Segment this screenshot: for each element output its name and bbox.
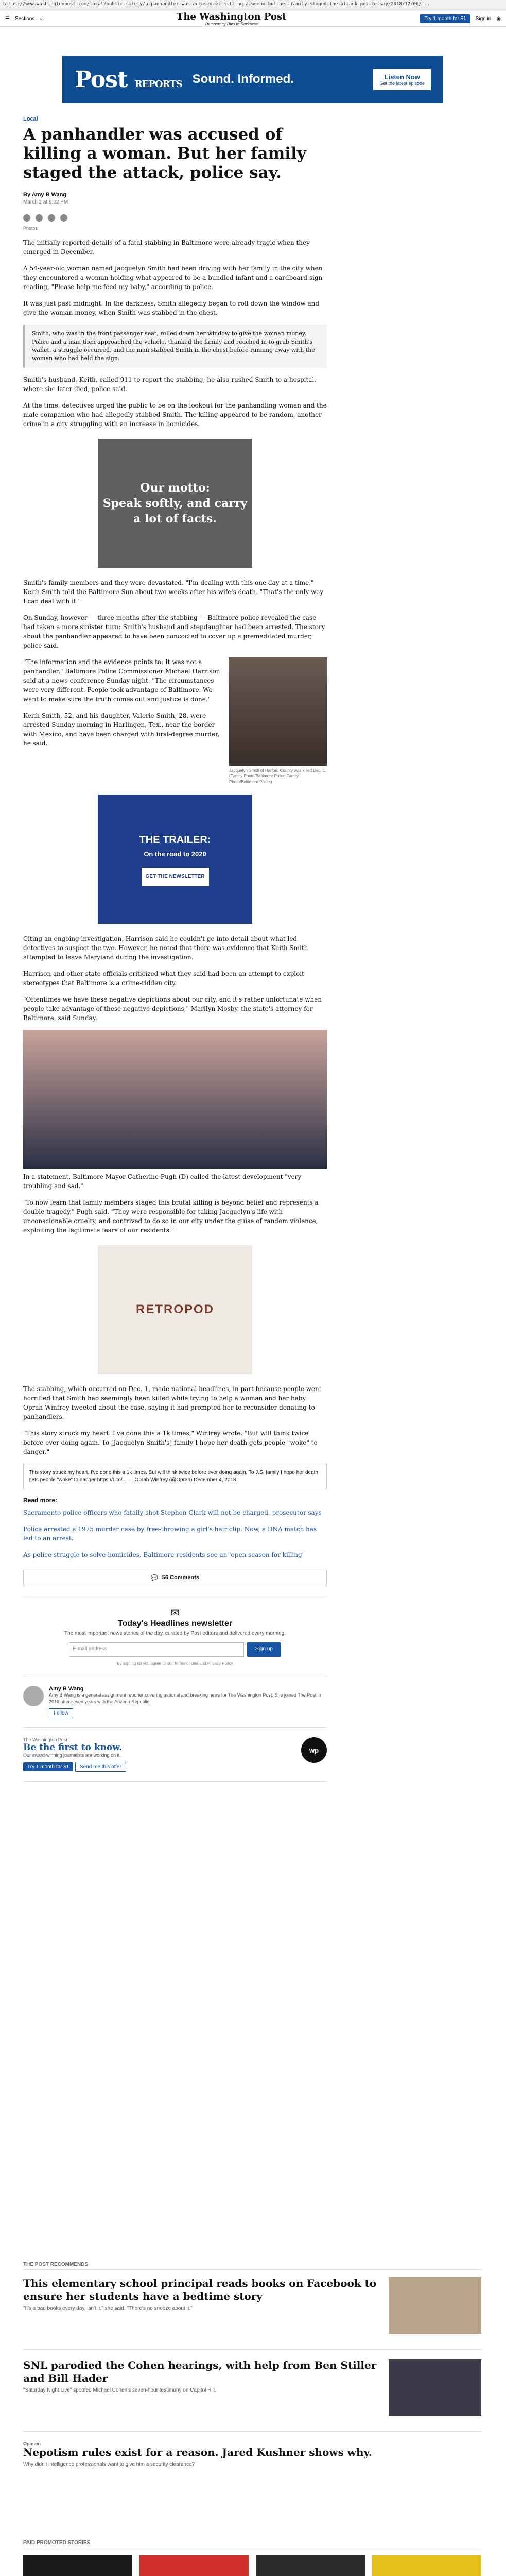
read-more-label: Read more: bbox=[23, 1497, 58, 1504]
recommended-desc: "It's a bad books every day, isn't it," she said. "There's no snooze about it." bbox=[23, 2306, 193, 2311]
photo-caption: Jacquelyn Smith of Harford County was killed Dec. 1. (Family Photo/Baltimore Police Family Photo/Baltimore Police) bbox=[229, 768, 326, 784]
recommended-title[interactable]: This elementary school principal reads books on Facebook to ensure her students have a bedtime story bbox=[23, 2277, 377, 2302]
email-icon[interactable] bbox=[48, 214, 55, 222]
banner-slogan: Sound. Informed. bbox=[192, 72, 294, 86]
motto-ad[interactable]: Our motto: Speak softly, and carry a lot of facts. bbox=[98, 439, 252, 568]
paragraph: Smith's husband, Keith, called 911 to report the stabbing; he also rushed Smith to a hospital, where she later died, police said. bbox=[23, 376, 317, 393]
subscribe-offer-button[interactable]: Try 1 month for $1 bbox=[23, 1762, 73, 1771]
paragraph: The stabbing, which occurred on Dec. 1, made national headlines, in part because people were horrified that Smith had seemingly been killed while trying to help a woman and her baby. Oprah Winfrey tweeted about the case, saying it had prompted her to reconsider donating to panhandlers. bbox=[23, 1385, 322, 1420]
sponsored-tile[interactable] bbox=[256, 2555, 365, 2576]
author-avatar bbox=[23, 1686, 44, 1706]
paragraph: "This story struck my heart. I've done this a 1k times," Winfrey wrote. "But will think twice before ever doing again. To [Jacquelyn Smith's] family I hope her death gets people "woke" to danger." bbox=[23, 1430, 318, 1455]
send-offer-button[interactable]: Send me this offer bbox=[75, 1762, 126, 1772]
subscribe-box bbox=[23, 1728, 327, 1782]
banner-logo: Post REPORTS bbox=[75, 66, 182, 93]
banner-listen-button[interactable]: Listen Now Get the latest episode bbox=[373, 69, 431, 90]
comments-button[interactable]: 💬 56 Comments bbox=[23, 1570, 327, 1585]
subscribe-button[interactable]: Try 1 month for $1 bbox=[420, 14, 470, 23]
embedded-tweet[interactable]: This story struck my heart. I've done this a 1k times. But will think twice before ever doing again. To J.S. family I hope her death gets people "woke" to danger https://t.co/... — Oprah Winfrey (@Oprah) December 4, 2018 bbox=[23, 1464, 327, 1489]
headline: A panhandler was accused of killing a woman. But her family staged the attack, police say. bbox=[23, 125, 306, 182]
paragraph: Smith's family members and they were devastated. "I'm dealing with this one day at a time," Keith Smith told the Baltimore Sun about two weeks after his wife's death. "That's the only way I can deal with it." bbox=[23, 579, 324, 605]
read-more-link[interactable]: As police struggle to solve homicides, Baltimore residents see an 'open season for killing' bbox=[23, 1551, 304, 1558]
byline bbox=[23, 192, 327, 205]
sponsored-tile[interactable] bbox=[372, 2555, 481, 2576]
top-navigation bbox=[0, 11, 506, 27]
signup-button[interactable]: Sign up bbox=[247, 1642, 281, 1657]
subscribe-sub: Our award-winning journalists are working on it. bbox=[23, 1753, 121, 1758]
sponsored-section bbox=[23, 2540, 481, 2576]
read-more-link[interactable]: Police arrested a 1975 murder case by free-throwing a girl's hair clip. Now, a DNA match has led to an arrest. bbox=[23, 1526, 317, 1542]
victim-photo[interactable] bbox=[229, 657, 327, 766]
follow-button[interactable]: Follow bbox=[49, 1708, 73, 1718]
author-bio bbox=[23, 1676, 327, 1728]
recommended-thumb[interactable] bbox=[389, 2277, 481, 2334]
facebook-icon[interactable] bbox=[23, 214, 30, 222]
recommended-title[interactable]: Nepotism rules exist for a reason. Jared Kushner shows why. bbox=[23, 2446, 372, 2459]
author-link[interactable]: By Amy B Wang bbox=[23, 192, 67, 198]
paragraph: Citing an ongoing investigation, Harrison said he couldn't go into detail about what led detectives to suspect the two. However, he noted that there was evidence that Keith Smith attempted to leave Maryland during the investigation. bbox=[23, 935, 308, 961]
post-reports-banner[interactable] bbox=[62, 56, 443, 103]
paragraph: At the time, detectives urged the public to be on the lookout for the panhandling woman and the male companion who had allegedly stabbed Smith. The killing appeared to be random, another crime in a city struggling with an increase in homicides. bbox=[23, 402, 327, 428]
read-more-link[interactable]: Sacramento police officers who fatally shot Stephon Clark will not be charged, prosecutor says bbox=[23, 1509, 322, 1516]
recommended-thumb[interactable] bbox=[389, 2359, 481, 2416]
newsletter-sub: The most important news stories of the day, curated by Post editors and delivered every morning. bbox=[64, 1631, 286, 1636]
kicker[interactable]: Local bbox=[23, 116, 38, 122]
retropod-ad[interactable]: RETROPOD bbox=[98, 1245, 252, 1374]
paragraph: The initially reported details of a fatal stabbing in Baltimore were already tragic when they emerged in December. bbox=[23, 239, 310, 256]
author-name[interactable]: Amy B Wang bbox=[49, 1686, 84, 1692]
paragraph: Harrison and other state officials criticized what they said had been an attempt to exploit stereotypes that Baltimore is a crime-ridden city. bbox=[23, 970, 304, 987]
comment-icon: 💬 bbox=[151, 1574, 158, 1581]
sponsored-tile[interactable] bbox=[139, 2555, 249, 2576]
trailer-newsletter-ad[interactable]: THE TRAILER: On the road to 2020 GET THE NEWSLETTER bbox=[98, 795, 252, 924]
press-conference-photo[interactable] bbox=[23, 1030, 327, 1169]
opinion-label: Opinion bbox=[23, 2441, 41, 2446]
recommended-section bbox=[23, 2262, 481, 2467]
newsletter-title: Today's Headlines newsletter bbox=[117, 1619, 233, 1628]
recommended-desc: "Saturday Night Live" spoofed Michael Cohen's seven-hour testimony on Capitol Hill. bbox=[23, 2387, 216, 2393]
sponsored-tile[interactable] bbox=[23, 2555, 132, 2576]
comment-icon[interactable] bbox=[60, 214, 67, 222]
author-bio-text: Amy B Wang is a general assignment reporter covering national and breaking news for The Washington Post. She joined The Post in 2016 after seven years with the Arizona Republic. bbox=[49, 1692, 321, 1704]
recommended-header: THE POST RECOMMENDS bbox=[23, 2262, 481, 2270]
paragraph: Keith Smith, 52, and his daughter, Valerie Smith, 28, were arrested Sunday morning in Harlingen, Tex., near the border with Mexico, and have been charged with first-degree murder, he said. bbox=[23, 712, 220, 747]
masthead[interactable]: The Washington Post Democracy Dies in Darkness bbox=[176, 11, 287, 26]
tagline: Democracy Dies in Darkness bbox=[205, 22, 258, 26]
paragraph: In a statement, Baltimore Mayor Catherine Pugh (D) called the latest development "very troubling and sad." bbox=[23, 1173, 302, 1190]
paragraph: It was just past midnight. In the darkness, Smith allegedly began to roll down the window and give the woman money, when Smith was stabbed in the chest. bbox=[23, 300, 320, 316]
recommended-desc: Why didn't intelligence professionals want to give him a security clearance? bbox=[23, 2462, 195, 2467]
twitter-icon[interactable] bbox=[36, 214, 43, 222]
pull-quote: Smith, who was in the front passenger seat, rolled down her window to give the woman money. Police and a man then approached the vehicle, thanked the family and reached in to grab Smith's wallet, a struggle occurred, and the man stabbed Smith in the chest before running away with the woman who had held the sign. bbox=[23, 325, 327, 368]
share-bar bbox=[23, 214, 327, 222]
sections-link[interactable]: Sections bbox=[14, 16, 35, 22]
article bbox=[23, 116, 327, 1782]
photo-label: Photos bbox=[23, 226, 38, 231]
search-icon[interactable]: ⌕ bbox=[40, 16, 43, 22]
subscribe-label: The Washington Post bbox=[23, 1737, 67, 1742]
sponsored-header: PAID PROMOTED STORIES bbox=[23, 2540, 481, 2548]
newsletter-icon: ✉ bbox=[170, 1607, 180, 1619]
paragraph: "The information and the evidence points to: It was not a panhandler," Baltimore Police Commissioner Michael Harrison said at a news conference Sunday night. "The circumstances were very different. People took advantage of Baltimore. We want to make sure the truth comes out and justice is done." bbox=[23, 658, 220, 703]
signin-link[interactable]: Sign in bbox=[475, 16, 492, 22]
wp-logo-icon: wp bbox=[301, 1737, 327, 1763]
recommended-title[interactable]: SNL parodied the Cohen hearings, with help from Ben Stiller and Bill Hader bbox=[23, 2359, 377, 2384]
paragraph: "To now learn that family members staged this brutal killing is beyond belief and represents a double tragedy," Pugh said. "They were responsible for taking Jacquelyn's life with unconscionable cruelty, and contrived to do so in our city under the guise of random violence, exploiting the legitimate fears of our residents." bbox=[23, 1199, 319, 1234]
user-icon[interactable]: ◉ bbox=[496, 16, 501, 22]
email-input[interactable]: E-mail address bbox=[69, 1642, 244, 1657]
paragraph: A 54-year-old woman named Jacquelyn Smith had been driving with her family in the city when they encountered a woman holding what appeared to be a bundled infant and a cardboard sign reading, "Please help me feed my baby," according to police. bbox=[23, 265, 323, 291]
subscribe-title: Be the first to know. bbox=[23, 1742, 123, 1753]
newsletter-fine-print: By signing up you agree to our Terms of Use and Privacy Policy bbox=[117, 1661, 233, 1666]
paragraph: "Oftentimes we have these negative depictions about our city, and it's rather unfortunate when people take advantage of these negative depictions," Marilyn Mosby, the state's attorney for Baltimore, said Sunday. bbox=[23, 996, 322, 1022]
publish-date: March 2 at 9:02 PM bbox=[23, 199, 68, 205]
menu-icon[interactable]: ☰ bbox=[5, 16, 10, 22]
newsletter-signup bbox=[23, 1596, 327, 1676]
browser-url[interactable]: https://www.washingtonpost.com/local/public-safety/a-panhandler-was-accused-of-killing-a-woman-but-her-family-staged-the-attack-police-say/2018/12/06/... bbox=[0, 0, 506, 11]
paragraph: On Sunday, however — three months after the stabbing — Baltimore police revealed the case had taken a more sinister turn: Smith's husband and stepdaughter had been arrested. The story about the panhandler appeared to have been concocted to cover up a premeditated murder, police said. bbox=[23, 614, 325, 649]
